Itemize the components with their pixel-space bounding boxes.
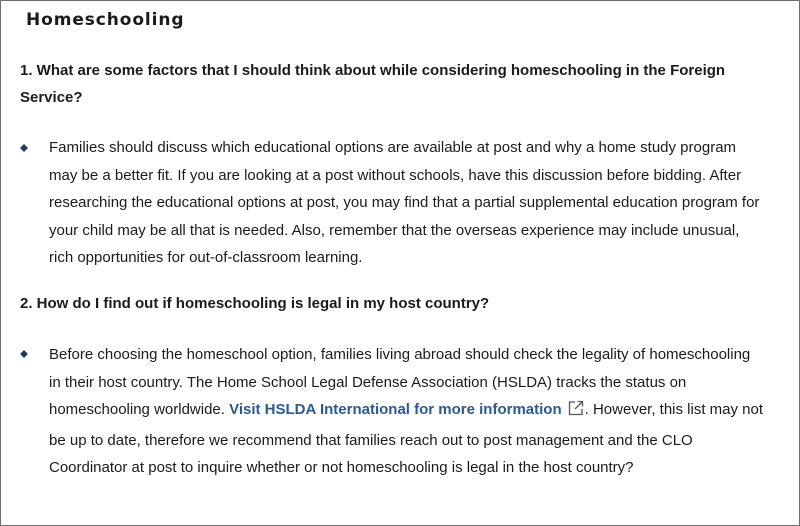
faq-answer-2 bbox=[49, 341, 765, 482]
faq-question-2: 2. How do I find out if homeschooling is legal in my host country? bbox=[20, 295, 490, 312]
hslda-international-link[interactable] bbox=[229, 401, 585, 418]
answer-2-text-after-link: . However, this list may not be up to date, therefore we recommend that families reach out to post management and the CLO Coordinator at post to inquire whether or not homeschooling is legal in the host country? bbox=[49, 401, 764, 477]
diamond-bullet-icon bbox=[20, 350, 28, 358]
external-link-icon bbox=[567, 399, 585, 427]
diamond-bullet-icon bbox=[20, 144, 28, 152]
faq-answer-1: Families should discuss which educational options are available at post and why a home study program may be a better fit. If you are looking at a post without schools, have this discussion before bidding. After researching the educational options at post, you may find that a partial supplemental education program for your child may be all that is needed. Also, remember that the overseas experience may include unusual, rich opportunities for out-of-classroom learning. bbox=[49, 139, 760, 267]
faq-question-1: 1. What are some factors that I should think about while considering homeschooling in the Foreign Service? bbox=[20, 62, 726, 106]
hslda-link-label: Visit HSLDA International for more information bbox=[229, 401, 562, 419]
section-title: Homeschooling bbox=[26, 10, 185, 30]
answer-2-text-before-link: Before choosing the homeschool option, families living abroad should check the legality of homeschooling in their host country. The Home School Legal Defense Association (HSLDA) tracks the status on homeschooling worldwide. bbox=[49, 346, 751, 419]
